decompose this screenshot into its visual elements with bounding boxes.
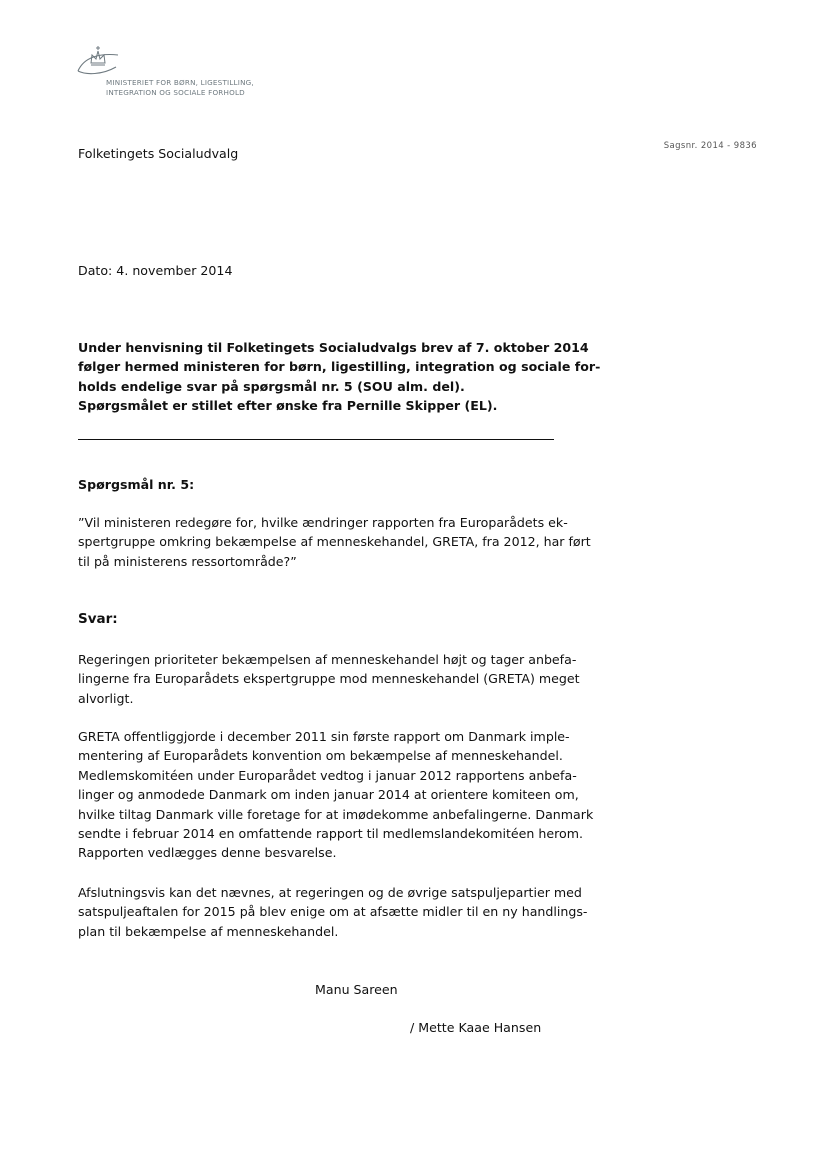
answer-line: Afslutningsvis kan det nævnes, at regeringen og de øvrige satspuljepartier med [78,885,582,900]
answer-line: satspuljeaftalen for 2015 på blev enige om at afsætte midler til en ny handlings- [78,904,588,920]
question-text [78,513,591,571]
answer-line: mentering af Europarådets konvention om bekæmpelse af menneskehandel. [78,748,563,764]
answer-line: alvorligt. [78,690,134,706]
signature-minister: Manu Sareen [315,982,398,997]
question-heading: Spørgsmål nr. 5: [78,477,195,492]
ministry-line-1: MINISTERIET FOR BØRN, LIGESTILLING, [106,78,254,87]
question-line: ”Vil ministeren redegøre for, hvilke ændringer rapporten fra Europarådets ek- [78,515,568,530]
question-line: til på ministerens ressortområde?” [78,553,297,569]
answer-line: Rapporten vedlægges denne besvarelse. [78,845,337,861]
letter-date: Dato: 4. november 2014 [78,263,233,278]
answer-line: Regeringen prioriteter bekæmpelsen af menneskehandel højt og tager anbefa- [78,652,577,667]
answer-line: GRETA offentliggjorde i december 2011 sin første rapport om Danmark imple- [78,729,570,744]
question-line: spertgruppe omkring bekæmpelse af menneskehandel, GRETA, fra 2012, har ført [78,534,591,550]
answer-paragraph-3 [78,883,587,941]
ministry-line-2: INTEGRATION OG SOCIALE FORHOLD [106,88,245,97]
answer-line: plan til bekæmpelse af menneskehandel. [78,923,339,939]
answer-paragraph-1 [78,650,580,708]
answer-line: linger og anmodede Danmark om inden januar 2014 at orientere komiteen om, [78,787,579,803]
intro-line: Spørgsmålet er stillet efter ønske fra Pernille Skipper (EL). [78,398,498,414]
intro-line: følger hermed ministeren for børn, ligestilling, integration og sociale for- [78,359,601,375]
case-number: Sagsnr. 2014 - 9836 [663,141,757,151]
divider-line [78,439,554,440]
answer-line: hvilke tiltag Danmark ville foretage for at imødekomme anbefalingerne. Danmark [78,806,594,822]
answer-line: Medlemskomitéen under Europarådet vedtog i januar 2012 rapportens anbefa- [78,767,577,783]
ministry-name [106,78,254,98]
recipient: Folketingets Socialudvalg [78,146,239,161]
intro-paragraph [78,338,600,416]
answer-paragraph-2 [78,727,593,863]
intro-line: holds endelige svar på spørgsmål nr. 5 (SOU alm. del). [78,378,465,394]
intro-line: Under henvisning til Folketingets Socialudvalgs brev af 7. oktober 2014 [78,340,589,355]
answer-heading: Svar: [78,611,118,627]
crown-logo-icon [76,44,120,78]
answer-line: lingerne fra Europarådets ekspertgruppe mod menneskehandel (GRETA) meget [78,671,580,687]
answer-line: sendte i februar 2014 en omfattende rapport til medlemslandekomitéen herom. [78,826,583,842]
signature-official: / Mette Kaae Hansen [410,1020,542,1035]
